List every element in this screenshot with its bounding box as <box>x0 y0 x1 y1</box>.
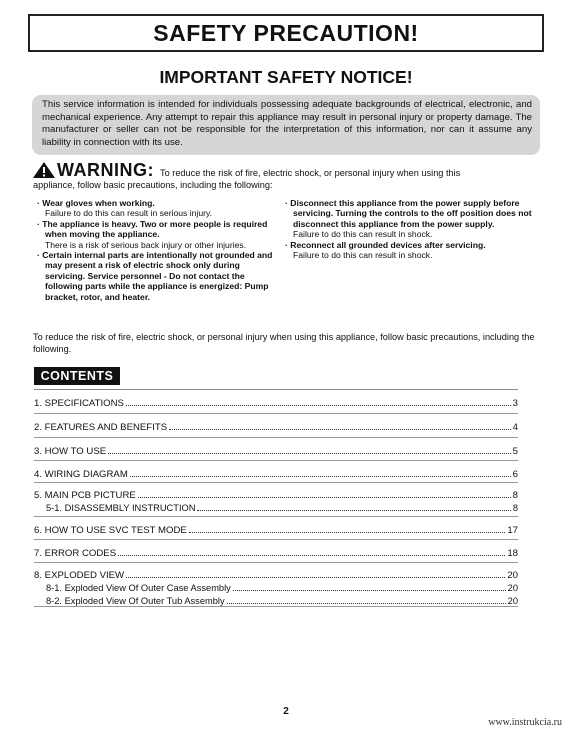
toc-subentry[interactable] <box>34 595 518 608</box>
toc-entry[interactable] <box>34 421 518 434</box>
toc-entry[interactable] <box>34 445 518 458</box>
warning-bullet <box>285 240 545 261</box>
warning-intro-line1: To reduce the risk of fire, electric shock, or personal injury when using this <box>160 168 461 178</box>
table-of-contents <box>34 389 518 607</box>
toc-label: 8. EXPLODED VIEW <box>34 570 125 581</box>
warning-bullet-bold: · Reconnect all grounded devices after servicing. <box>285 239 486 250</box>
toc-label: 6. HOW TO USE SVC TEST MODE <box>34 525 187 536</box>
warning-bullet-note: Failure to do this can result in shock. <box>293 250 433 261</box>
toc-section <box>34 517 518 540</box>
toc-label: 2. FEATURES AND BENEFITS <box>34 422 168 433</box>
toc-leader-dots <box>108 445 511 454</box>
reduce-risk-text: To reduce the risk of fire, electric shock, or personal injury when using this appliance, follow basic precautions, including the following. <box>33 332 535 354</box>
page-number: 2 <box>283 706 289 717</box>
warning-intro <box>33 160 543 191</box>
toc-section <box>34 563 518 607</box>
warning-bullet-note: Failure to do this can result in shock. <box>293 229 433 240</box>
toc-page-number: 17 <box>507 525 518 536</box>
toc-label: 7. ERROR CODES <box>34 548 117 559</box>
warning-word: WARNING: <box>57 160 154 180</box>
toc-label: 3. HOW TO USE <box>34 446 107 457</box>
toc-entry[interactable] <box>34 489 518 502</box>
contents-heading: CONTENTS <box>34 367 120 385</box>
warning-bullet-bold: · Disconnect this appliance from the power supply before servicing. Turning the controls to the off position does not disconnect this appliance from the power supply. <box>285 198 532 229</box>
toc-leader-dots <box>233 582 506 591</box>
warning-bullet-bold: · The appliance is heavy. Two or more people is required when moving the appliance. <box>37 218 268 240</box>
toc-subentry[interactable] <box>34 582 518 595</box>
toc-label: 1. SPECIFICATIONS <box>34 398 124 409</box>
warning-bullet-bold: · Certain internal parts are intentionally not grounded and may present a risk of electric shock only during servicing. Service personnel - Do not contact the following parts while the appliance is energized: Pump bracket, rotor, and heater. <box>37 250 273 302</box>
warning-bullet <box>37 250 282 302</box>
toc-section <box>34 438 518 461</box>
safety-notice-box <box>32 95 540 155</box>
toc-entry[interactable] <box>34 524 518 537</box>
toc-entry[interactable] <box>34 569 518 582</box>
page-title: SAFETY PRECAUTION! <box>28 14 544 52</box>
notice-title: IMPORTANT SAFETY NOTICE! <box>159 67 413 87</box>
toc-subentry[interactable] <box>34 502 518 515</box>
warning-bullet <box>285 198 545 240</box>
toc-label: 4. WIRING DIAGRAM <box>34 469 128 480</box>
toc-page-number: 5 <box>512 446 518 457</box>
warning-intro-line2: appliance, follow basic precautions, including the following: <box>33 180 273 190</box>
toc-label: 5. MAIN PCB PICTURE <box>34 490 136 501</box>
toc-leader-dots <box>118 547 505 556</box>
toc-page-number: 4 <box>512 422 518 433</box>
toc-page-number: 8 <box>512 503 518 513</box>
warning-heading <box>33 160 160 180</box>
toc-page-number: 6 <box>512 469 518 480</box>
warning-bullet-note: Failure to do this can result in serious injury. <box>45 208 213 219</box>
toc-leader-dots <box>227 595 506 604</box>
toc-leader-dots <box>126 569 505 578</box>
toc-page-number: 18 <box>507 548 518 559</box>
warning-left-column <box>37 198 282 302</box>
toc-section <box>34 483 518 517</box>
warning-bullet-bold: · Wear gloves when working. <box>37 198 155 208</box>
warning-bullet <box>37 198 282 219</box>
toc-page-number: 20 <box>507 596 518 606</box>
toc-label: 5-1. DISASSEMBLY INSTRUCTION <box>46 503 196 513</box>
toc-label: 8-1. Exploded View Of Outer Case Assembly <box>46 583 231 593</box>
toc-leader-dots <box>130 468 511 477</box>
toc-page-number: 20 <box>507 583 518 593</box>
toc-page-number: 8 <box>512 490 518 501</box>
toc-entry[interactable] <box>34 397 518 410</box>
toc-page-number: 3 <box>512 398 518 409</box>
warning-bullet-note: There is a risk of serious back injury or other injuries. <box>45 239 247 250</box>
warning-bullet <box>37 219 282 250</box>
notice-text: This service information is intended for individuals possessing adequate backgrounds of electrical, electronic, and mechanical experience. Any attempt to repair this appliance may result in personal injury or property damage. The manufacturer or seller can not be responsible for the interpretation of this information, nor can it assume any liability in connection with its use. <box>42 99 532 148</box>
toc-leader-dots <box>169 421 511 430</box>
toc-page-number: 20 <box>507 570 518 581</box>
toc-section <box>34 461 518 483</box>
toc-leader-dots <box>189 524 506 533</box>
toc-leader-dots <box>138 489 511 498</box>
toc-section <box>34 390 518 414</box>
toc-leader-dots <box>197 502 510 511</box>
toc-section <box>34 540 518 563</box>
toc-section <box>34 414 518 438</box>
warning-right-column <box>285 198 545 260</box>
toc-entry[interactable] <box>34 547 518 560</box>
toc-leader-dots <box>126 397 511 406</box>
toc-entry[interactable] <box>34 468 518 481</box>
toc-label: 8-2. Exploded View Of Outer Tub Assembly <box>46 596 225 606</box>
warning-triangle-icon <box>33 162 55 178</box>
watermark: www.instrukcia.ru <box>488 717 562 728</box>
